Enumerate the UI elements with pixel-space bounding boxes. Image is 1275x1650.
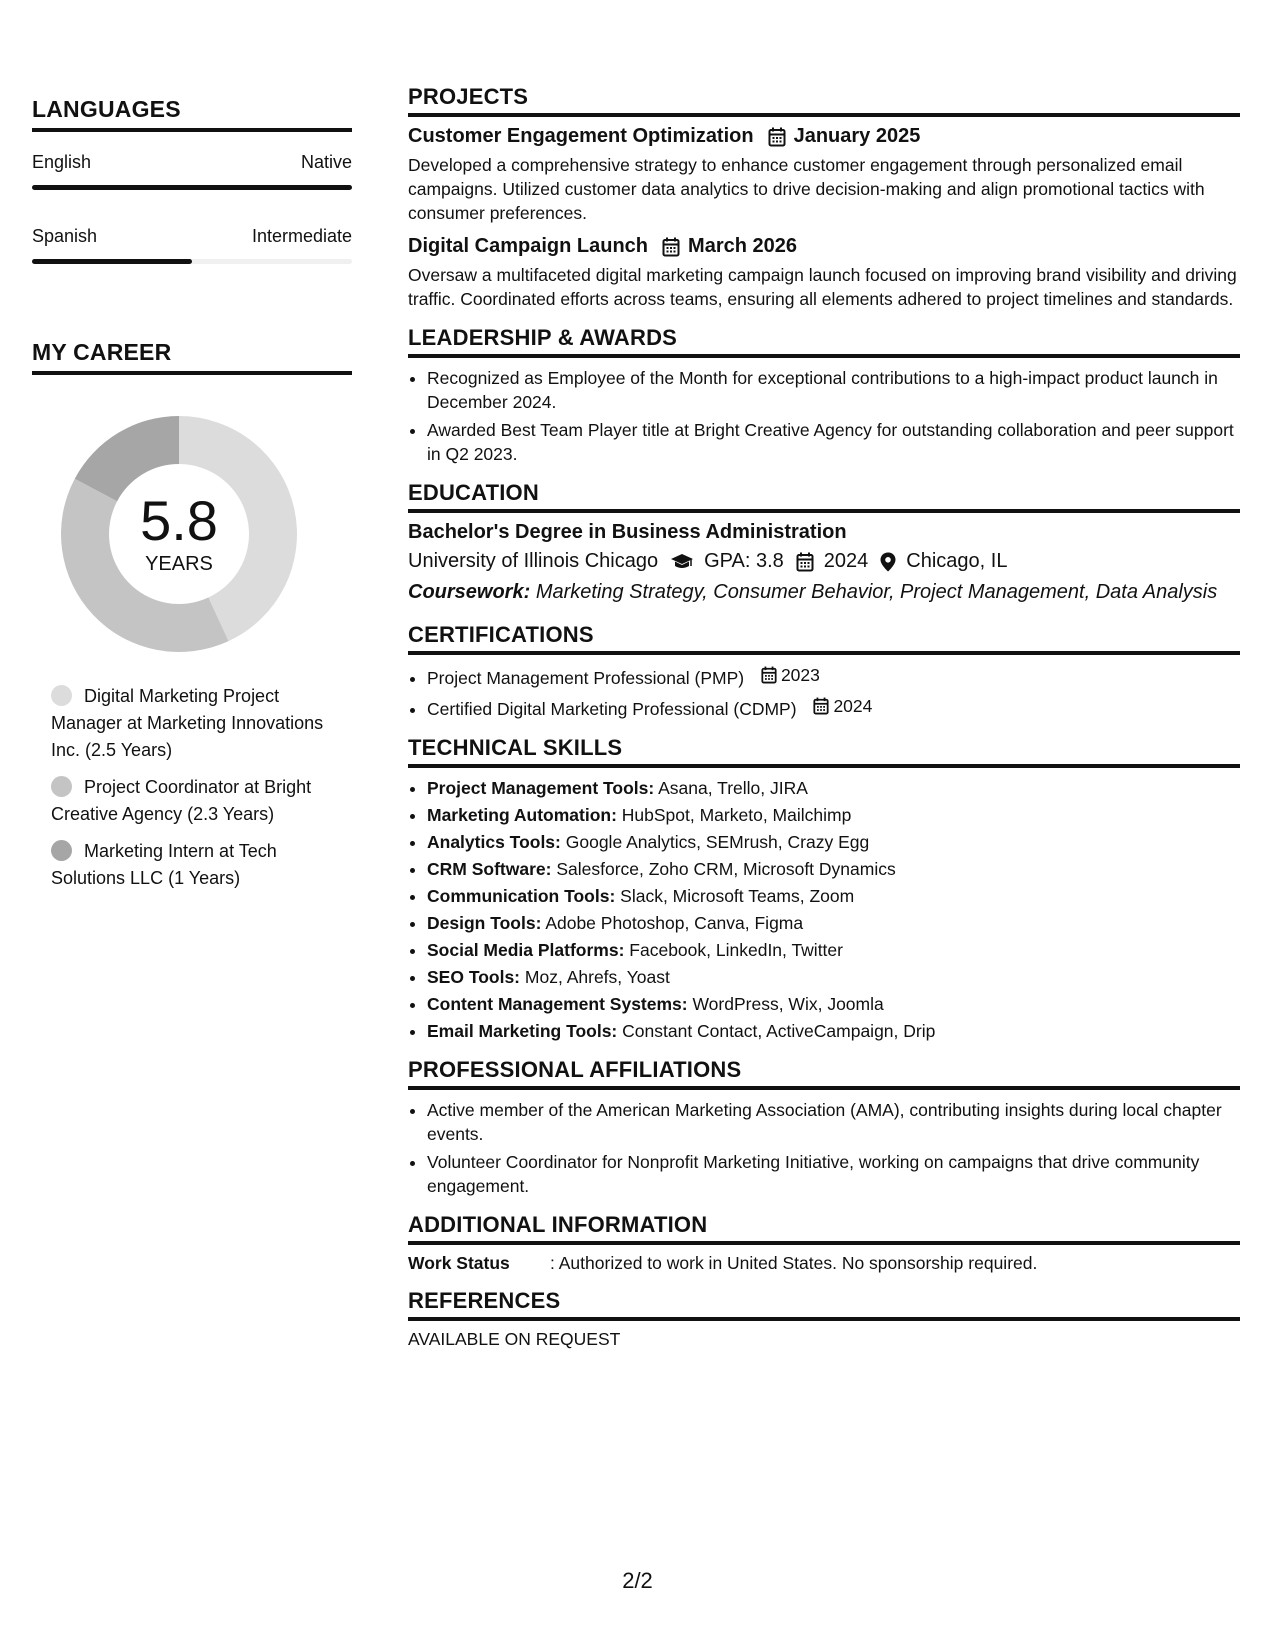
career-legend-item	[51, 838, 352, 892]
skill-value: Slack, Microsoft Teams, Zoom	[620, 886, 855, 906]
skill-value: Adobe Photoshop, Canva, Figma	[545, 913, 804, 933]
skill-value: Salesforce, Zoho CRM, Microsoft Dynamics	[556, 859, 896, 879]
location-pin-icon	[880, 552, 896, 572]
list-item	[427, 830, 1240, 854]
skill-value: Facebook, LinkedIn, Twitter	[629, 940, 843, 960]
main-content	[408, 84, 1240, 1364]
graduation-cap-icon	[670, 553, 694, 571]
skill-label: Design Tools:	[427, 913, 542, 933]
list-item	[427, 803, 1240, 827]
calendar-icon	[768, 127, 786, 147]
leadership-title: LEADERSHIP & AWARDS	[408, 325, 1240, 358]
skill-value: Constant Contact, ActiveCampaign, Drip	[622, 1021, 936, 1041]
list-item	[427, 938, 1240, 962]
list-item	[427, 857, 1240, 881]
education-school: University of Illinois Chicago	[408, 550, 659, 572]
career-legend-item	[51, 683, 352, 764]
list-item	[427, 1019, 1240, 1043]
list-item: • Recognized as Employee of the Month for exceptional contributions to a high-impact product launch in December 2024.	[427, 366, 1240, 414]
skill-label: CRM Software:	[427, 859, 552, 879]
project-description: Oversaw a multifaceted digital marketing campaign launch focused on improving brand visibility and driving traffic. Coordinated efforts across teams, ensuring all elements adhered to project timelines and standards.	[408, 265, 1237, 309]
coursework-value: Marketing Strategy, Consumer Behavior, Project Management, Data Analysis	[535, 581, 1218, 603]
career-total-number: 5.8	[140, 489, 218, 552]
language-bar-fill	[32, 185, 352, 190]
projects-section	[408, 84, 1240, 311]
education-details	[408, 550, 1240, 573]
skill-label: Content Management Systems:	[427, 994, 688, 1014]
list-item: • Awarded Best Team Player title at Bright Creative Agency for outstanding collaboration and peer support in Q2 2023.	[427, 418, 1240, 466]
project-date: January 2025	[793, 125, 921, 147]
projects-title: PROJECTS	[408, 84, 1240, 117]
project-item	[408, 125, 1240, 225]
career-total-unit: YEARS	[145, 553, 213, 575]
career-legend-label: Digital Marketing Project Manager at Marketing Innovations Inc. (2.5 Years)	[51, 686, 324, 760]
skill-label: Analytics Tools:	[427, 832, 561, 852]
language-level: Intermediate	[251, 226, 352, 246]
language-level: Native	[300, 152, 352, 172]
calendar-icon	[761, 666, 777, 684]
list-item	[427, 694, 1240, 721]
legend-dot	[51, 685, 72, 706]
skill-label: Social Media Platforms:	[427, 940, 625, 960]
list-item: • Volunteer Coordinator for Nonprofit Marketing Initiative, working on campaigns that drive community engagement.	[427, 1150, 1240, 1198]
certification-year: 2023	[780, 665, 820, 685]
career-legend	[51, 683, 352, 892]
languages-title: LANGUAGES	[32, 96, 352, 132]
education-gpa: GPA: 3.8	[704, 550, 784, 572]
education-coursework	[408, 581, 1240, 604]
skill-label: Marketing Automation:	[427, 805, 617, 825]
project-date: March 2026	[688, 235, 797, 257]
references-title: REFERENCES	[408, 1288, 1240, 1321]
page-number: 2/2	[622, 1568, 653, 1593]
coursework-label: Coursework:	[408, 581, 531, 603]
language-name: English	[32, 152, 92, 172]
career-legend-label: Project Coordinator at Bright Creative Agency (2.3 Years)	[51, 777, 312, 824]
calendar-icon	[662, 237, 680, 257]
skill-label: Email Marketing Tools:	[427, 1021, 618, 1041]
language-bar-fill	[32, 259, 192, 264]
list-item	[427, 884, 1240, 908]
skill-value: Moz, Ahrefs, Yoast	[524, 967, 670, 987]
certifications-title: CERTIFICATIONS	[408, 622, 1240, 655]
certification-name: Certified Digital Marketing Professional (CDMP)	[427, 699, 797, 719]
certifications-list	[408, 663, 1240, 721]
career-legend-item	[51, 774, 352, 828]
language-bar-track	[32, 259, 352, 264]
education-section	[408, 480, 1240, 604]
project-name: Digital Campaign Launch	[408, 235, 649, 257]
career-title: MY CAREER	[32, 339, 352, 375]
skill-value: WordPress, Wix, Joomla	[692, 994, 884, 1014]
legend-dot	[51, 776, 72, 797]
language-name: Spanish	[32, 226, 98, 246]
list-item	[427, 992, 1240, 1016]
project-description: Developed a comprehensive strategy to enhance customer engagement through personalized email campaigns. Utilized customer data analytics to drive decision-making and align promotional tactics with consumer preferences.	[408, 155, 1205, 223]
skill-value: Google Analytics, SEMrush, Crazy Egg	[565, 832, 870, 852]
career-section	[32, 339, 352, 892]
skill-label: SEO Tools:	[427, 967, 521, 987]
list-item	[427, 965, 1240, 989]
skills-list	[408, 776, 1240, 1043]
certification-name: Project Management Professional (PMP)	[427, 668, 745, 688]
affiliations-title: PROFESSIONAL AFFILIATIONS	[408, 1057, 1240, 1090]
list-item	[427, 663, 1240, 690]
certifications-section	[408, 622, 1240, 721]
career-legend-label: Marketing Intern at Tech Solutions LLC (1 Years)	[51, 841, 277, 888]
certification-year: 2024	[833, 696, 873, 716]
languages-section	[32, 96, 352, 264]
info-row	[408, 1253, 1240, 1274]
info-key: Work Status	[408, 1253, 510, 1273]
project-name: Customer Engagement Optimization	[408, 125, 754, 147]
donut-center	[54, 409, 304, 659]
project-item	[408, 235, 1240, 311]
education-year: 2024	[823, 550, 869, 572]
calendar-icon	[813, 697, 829, 715]
list-item	[427, 911, 1240, 935]
calendar-icon	[796, 552, 814, 572]
additional-info-section	[408, 1212, 1240, 1274]
skill-label: Project Management Tools:	[427, 778, 655, 798]
language-item	[32, 152, 352, 190]
list-item: • Active member of the American Marketing Association (AMA), contributing insights during local chapter events.	[427, 1098, 1240, 1146]
language-bar-track	[32, 185, 352, 190]
education-location: Chicago, IL	[906, 550, 1008, 572]
leadership-list	[408, 366, 1240, 466]
skills-section	[408, 735, 1240, 1043]
affiliations-section	[408, 1057, 1240, 1198]
education-title: EDUCATION	[408, 480, 1240, 513]
skill-value: Asana, Trello, JIRA	[658, 778, 808, 798]
references-text: AVAILABLE ON REQUEST	[408, 1329, 621, 1349]
leadership-section	[408, 325, 1240, 466]
references-section	[408, 1288, 1240, 1350]
skill-value: HubSpot, Marketo, Mailchimp	[621, 805, 852, 825]
legend-dot	[51, 840, 72, 861]
affiliations-list	[408, 1098, 1240, 1198]
sidebar	[32, 96, 352, 902]
info-value: : Authorized to work in United States. No sponsorship required.	[550, 1253, 1038, 1273]
skills-title: TECHNICAL SKILLS	[408, 735, 1240, 768]
skill-label: Communication Tools:	[427, 886, 616, 906]
list-item	[427, 776, 1240, 800]
language-item	[32, 226, 352, 264]
education-degree: Bachelor's Degree in Business Administration	[408, 521, 847, 543]
additional-info-title: ADDITIONAL INFORMATION	[408, 1212, 1240, 1245]
career-donut-chart	[54, 409, 304, 659]
